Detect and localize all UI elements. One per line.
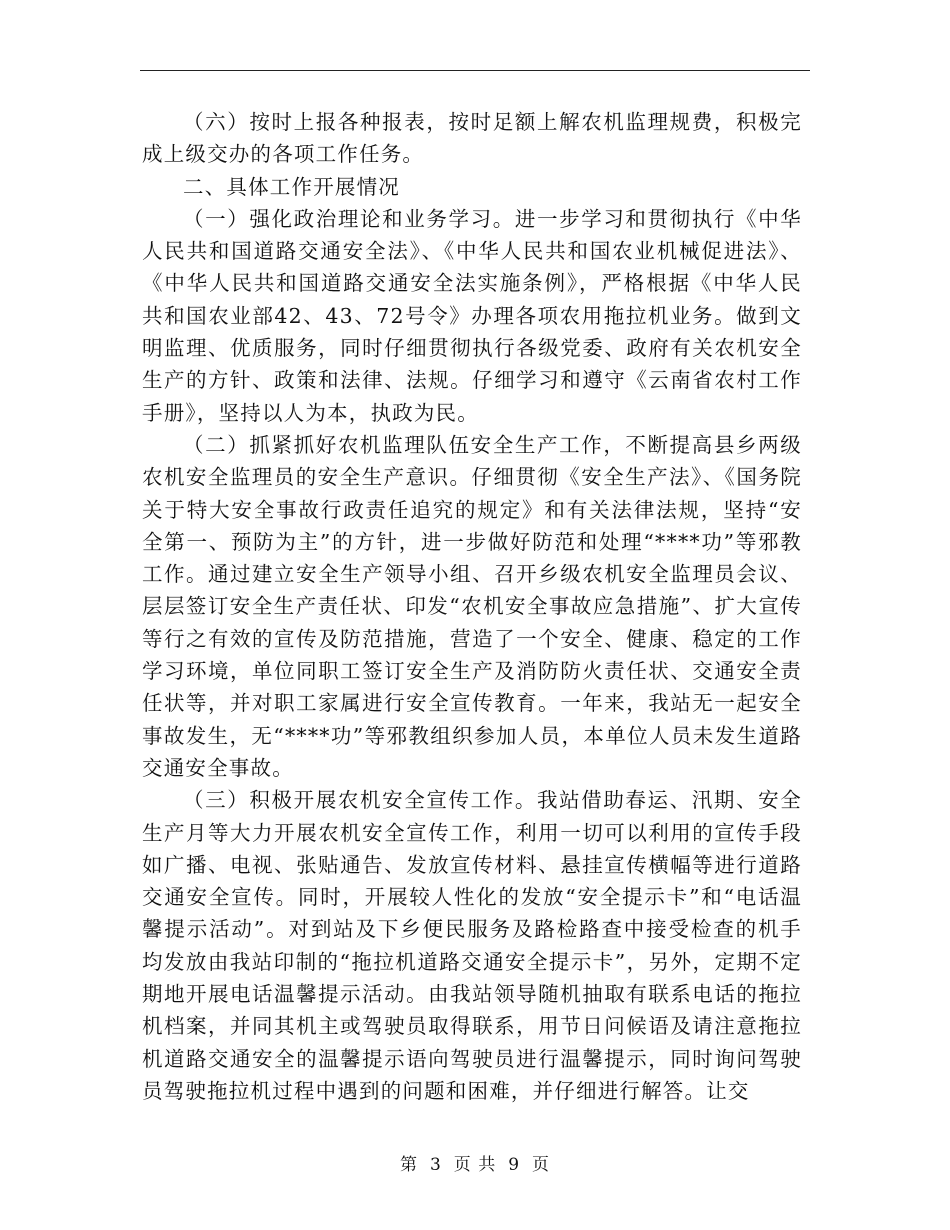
paragraph-two: （二）抓紧抓好农机监理队伍安全生产工作，不断提高县乡两级农机安全监理员的安全生产意识。仔细贯彻《安全生产法》、《国务院关于特大安全事故行政责任追究的规定》和有关法律法规，坚持“安全第一、预防为主”的方针，进一步做好防范和处理“****功”等邪教工作。通过建立安全生产领导小组、召开乡级农机安全监理员会议、层层签订安全生产责任状、印发“农机安全事故应急措施”、扩大宣传等行之有效的宣传及防范措施，营造了一个安全、健康、稳定的工作学习环境，单位同职工签订安全生产及消防防火责任状、交通安全责任状等，并对职工家属进行安全宣传教育。一年来，我站无一起安全事故发生，无“****功”等邪教组织参加人员，本单位人员未发生道路交通安全事故。 [142,432,802,780]
current-page-number: 3 [429,1155,442,1175]
footer-suffix: 页 [532,1155,551,1175]
document-body [142,106,802,1107]
paragraph-three: （三）积极开展农机安全宣传工作。我站借助春运、汛期、安全生产月等大力开展农机安全宣传工作，利用一切可以利用的宣传手段如广播、电视、张贴通告、发放宣传材料、悬挂宣传横幅等进行道路交通安全宣传。同时，开展较人性化的发放“安全提示卡”和“电话温馨提示活动”。对到站及下乡便民服务及路检路查中接受检查的机手均发放由我站印制的“拖拉机道路交通安全提示卡”，另外，定期不定期地开展电话温馨提示活动。由我站领导随机抽取有联系电话的拖拉机档案，并同其机主或驾驶员取得联系，用节日问候语及请注意拖拉机道路交通安全的温馨提示语向驾驶员进行温馨提示，同时询问驾驶员驾驶拖拉机过程中遇到的问题和困难，并仔细进行解答。让交 [142,788,802,1103]
paragraph-six: （六）按时上报各种报表，按时足额上解农机监理规费，积极完成上级交办的各项工作任务。 [142,110,802,167]
section-heading: 二、具体工作开展情况 [183,174,400,199]
header-rule [140,70,810,71]
page-footer [0,1150,950,1175]
footer-middle: 页 共 [453,1155,497,1175]
paragraph-one: （一）强化政治理论和业务学习。进一步学习和贯彻执行《中华人民共和国道路交通安全法》、《中华人民共和国农业机械促进法》、《中华人民共和国道路交通安全法实施条例》，严格根据《中华人民共和国农业部42、43、72号令》办理各项农用拖拉机业务。做到文明监理、优质服务，同时仔细贯彻执行各级党委、政府有关农机安全生产的方针、政策和法律、法规。仔细学习和遵守《云南省农村工作手册》，坚持以人为本，执政为民。 [142,206,802,425]
total-pages-number: 9 [508,1155,521,1175]
footer-prefix: 第 [399,1155,418,1175]
